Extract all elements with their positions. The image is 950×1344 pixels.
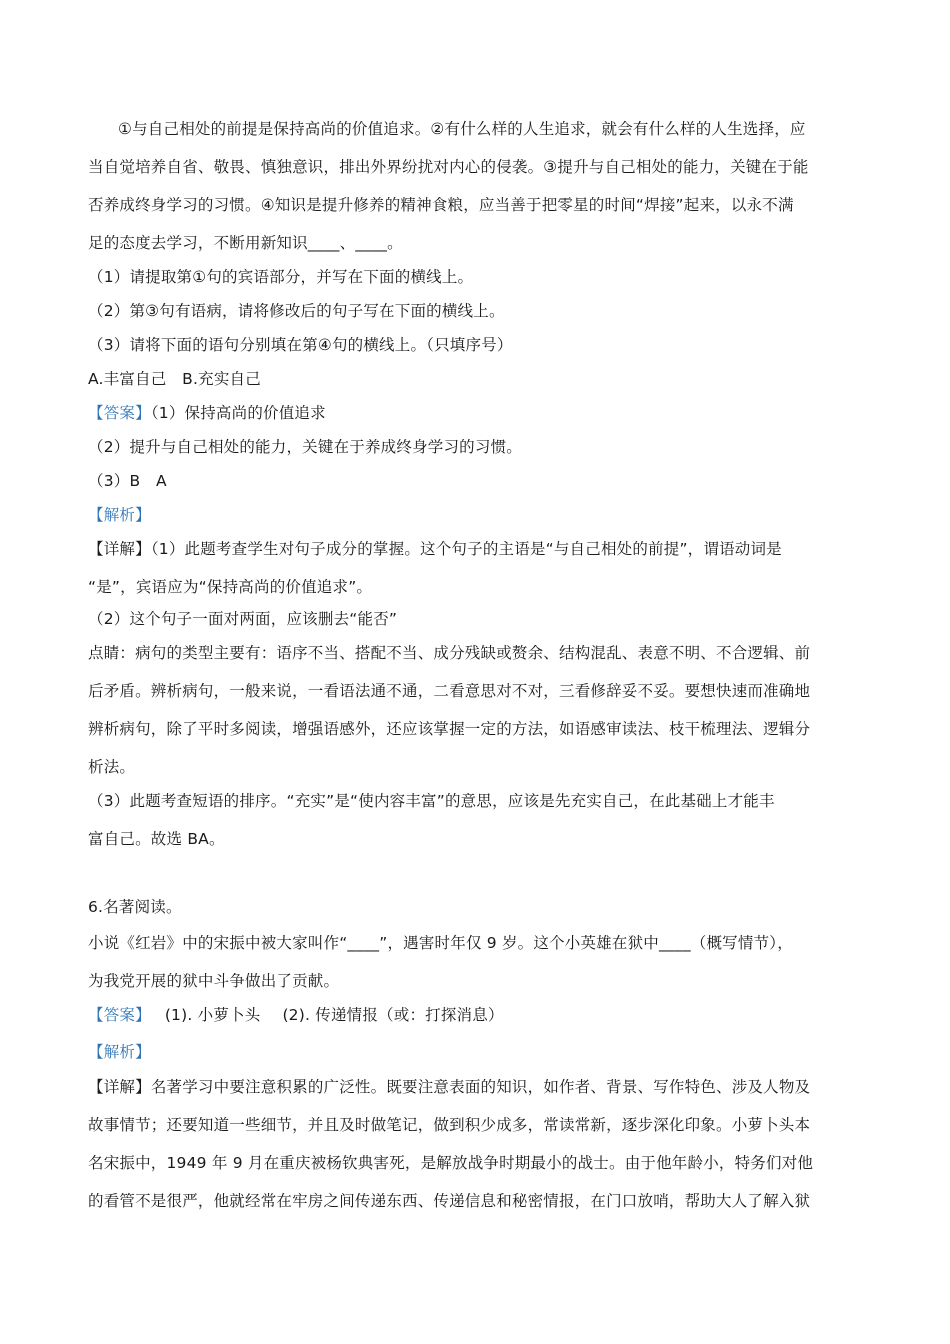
q6-detail-line-2: 故事情节；还要知道一些细节，并且及时做笔记，做到积少成多，常读常新，逐步深化印象。小萝卜头本 xyxy=(88,1116,811,1134)
answer-3: （3）B A xyxy=(88,472,167,490)
q6-detail-text-1: 名著学习中要注意积累的广泛性。既要注意表面的知识，如作者、背景、写作特色、涉及人物及 xyxy=(150,1078,811,1096)
answer-tag: 【答案】 xyxy=(88,404,151,422)
q6-answer-2: (2). 传递情报（或：打探消息） xyxy=(282,1006,504,1024)
detail-line-4: 点睛：病句的类型主要有：语序不当、搭配不当、成分残缺或赘余、结构混乱、表意不明、不合逻辑、前 xyxy=(88,644,811,662)
q6-detail-line-3: 名宋振中，1949 年 9 月在重庆被杨钦典害死，是解放战争时期最小的战士。由于他年龄小，特务们对他 xyxy=(88,1154,814,1172)
passage-line-1: ①与自己相处的前提是保持高尚的价值追求。②有什么样的人生追求，就会有什么样的人生选择，应 xyxy=(118,120,806,138)
answer-2: （2）提升与自己相处的能力，关键在于养成终身学习的习惯。 xyxy=(88,438,522,456)
q6-line-2: 为我党开展的狱中斗争做出了贡献。 xyxy=(88,972,340,990)
detail-tag: 【详解】 xyxy=(88,540,151,558)
question-1: （1）请提取第①句的宾语部分，并写在下面的横线上。 xyxy=(88,268,474,286)
detail-line-6: 辨析病句，除了平时多阅读，增强语感外，还应该掌握一定的方法，如语感审读法、枝干梳理法、逻辑分 xyxy=(88,720,811,738)
q6-detail-tag: 【详解】 xyxy=(88,1078,151,1096)
q6-analysis-tag: 【解析】 xyxy=(88,1043,151,1061)
analysis-tag: 【解析】 xyxy=(88,506,151,524)
detail-line-3: （2）这个句子一面对两面，应该删去“能否” xyxy=(88,610,398,628)
detail-text-1: （1）此题考查学生对句子成分的掌握。这个句子的主语是“与自己相处的前提”，谓语动词是 xyxy=(150,540,782,558)
detail-line-9: 富自己。故选 BA。 xyxy=(88,830,225,848)
passage-line-4: 足的态度去学习，不断用新知识____、____。 xyxy=(88,234,403,252)
answer-line-1 xyxy=(88,401,326,423)
passage-line-3: 否养成终身学习的习惯。④知识是提升修养的精神食粮，应当善于把零星的时间“焊接”起来，以永不满 xyxy=(88,196,794,214)
q6-line-1: 小说《红岩》中的宋振中被大家叫作“____”，遇害时年仅 9 岁。这个小英雄在狱中____（概写情节）， xyxy=(88,934,793,952)
passage-line-2: 当自觉培养自省、敬畏、慎独意识，排出外界纷扰对内心的侵袭。③提升与自己相处的能力，关键在于能 xyxy=(88,158,809,176)
q6-title: 6.名著阅读。 xyxy=(88,898,182,916)
detail-line-1 xyxy=(88,537,782,559)
detail-line-5: 后矛盾。辨析病句，一般来说，一看语法通不通，二看意思对不对，三看修辞妥不妥。要想快速而准确地 xyxy=(88,682,811,700)
detail-line-7: 析法。 xyxy=(88,758,136,776)
q6-detail-line-1 xyxy=(88,1075,810,1097)
q6-answer-tag: 【答案】 xyxy=(88,1006,151,1024)
q6-detail-line-4: 的看管不是很严，他就经常在牢房之间传递东西、传递信息和秘密情报，在门口放哨，帮助大人了解入狱 xyxy=(88,1192,811,1210)
q6-answer-line xyxy=(88,1003,504,1025)
q6-answer-1: (1). 小萝卜头 xyxy=(164,1006,261,1024)
question-3: （3）请将下面的语句分别填在第④句的横线上。（只填序号） xyxy=(88,336,513,354)
answer-1: （1）保持高尚的价值追求 xyxy=(150,404,326,422)
detail-line-8: （3）此题考查短语的排序。“充实”是“使内容丰富”的意思，应该是先充实自己，在此基础上才能丰 xyxy=(88,792,775,810)
question-2: （2）第③句有语病，请将修改后的句子写在下面的横线上。 xyxy=(88,302,505,320)
detail-line-2: “是”，宾语应为“保持高尚的价值追求”。 xyxy=(88,578,373,596)
options-line: A.丰富自己 B.充实自己 xyxy=(88,370,261,388)
